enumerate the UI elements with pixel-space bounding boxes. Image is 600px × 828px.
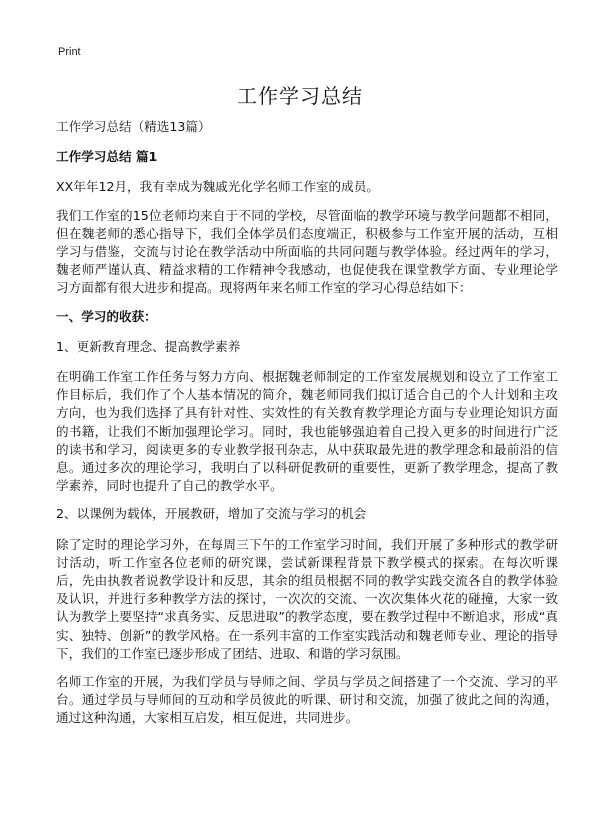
intro-paragraph: XX年年12月，我有幸成为魏戚光化学名师工作室的成员。 xyxy=(56,179,379,195)
paragraph-2: 在明确工作室工作任务与努力方向、根据魏老师制定的工作室发展规划和设立了工作室工作目标后，我们作了个人基本情况的简介，魏老师同我们拟订适合自己的个人计划和主攻方向，也为我们选择了具有针对性、实效性的有关教育教学理论方面与专业理论知识方面的书籍，让我们不断加强理论学习。同时，我也能够强迫着自己投入更多的时间进行广泛的读书和学习，阅读更多的专业教学报刊杂志，从中获取最先进的教学理念和最前沿的信息。通过多次的理论学习，我明白了以科研促教研的重要性，更新了教学理念，提高了教学素养，同时也提升了自己的教学水平。 xyxy=(56,369,558,494)
heading-learning-gains: 一、学习的收获： xyxy=(56,308,157,324)
paragraph-1: 我们工作室的15位老师均来自于不同的学校，尽管面临的教学环境与教学问题都不相同，但在魏老师的悉心指导下，我们全体学员们态度端正，积极参与工作室开展的活动，互相学习与借鉴，交流与讨论在教学活动中所面临的共同问题与教学体验。经过两年的学习，魏老师严谨认真、精益求精的工作精神令我感动，也促使我在课堂教学方面、专业理论学习方面都有很大进步和提高。现将两年来名师工作室的学习心得总结如下： xyxy=(56,207,558,296)
print-label: Print xyxy=(58,46,81,58)
page-title: 工作学习总结 xyxy=(237,84,363,108)
sub-heading-1: 1、更新教育理念、提高教学素养 xyxy=(56,338,241,354)
paragraph-3: 除了定时的理论学习外，在每周三下午的工作室学习时间，我们开展了多种形式的教学研讨活动，听工作室各位老师的研究课，尝试新课程背景下教学模式的探索。在每次听课后，先由执教者说教学设计和反思，其余的组员根据不同的教学实践交流各自的教学体验及认识，并进行多种教学方法的探讨，一次次的交流、一次次集体火花的碰撞，大家一致认为教学上要坚持“求真务实、反思进取”的教学态度，要在教学过程中不断追求，形成“真实、独特、创新”的教学风格。在一系列丰富的工作室实践活动和魏老师专业、理论的指导下，我们的工作室已逐步形成了团结、进取、和谐的学习氛围。 xyxy=(56,536,558,661)
document-body xyxy=(56,118,558,738)
sub-heading-2: 2、以课例为载体，开展教研，增加了交流与学习的机会 xyxy=(56,506,367,522)
document-subtitle: 工作学习总结（精选13篇） xyxy=(56,119,211,134)
paragraph-4: 名师工作室的开展，为我们学员与导师之间、学员与学员之间搭建了一个交流、学习的平台。通过学员与导师间的互动和学员彼此的听课、研讨和交流，加强了彼此之间的沟通，通过这种沟通，大家相互启发，相互促进，共同进步。 xyxy=(56,674,558,726)
section-title: 工作学习总结 篇1 xyxy=(56,149,158,165)
